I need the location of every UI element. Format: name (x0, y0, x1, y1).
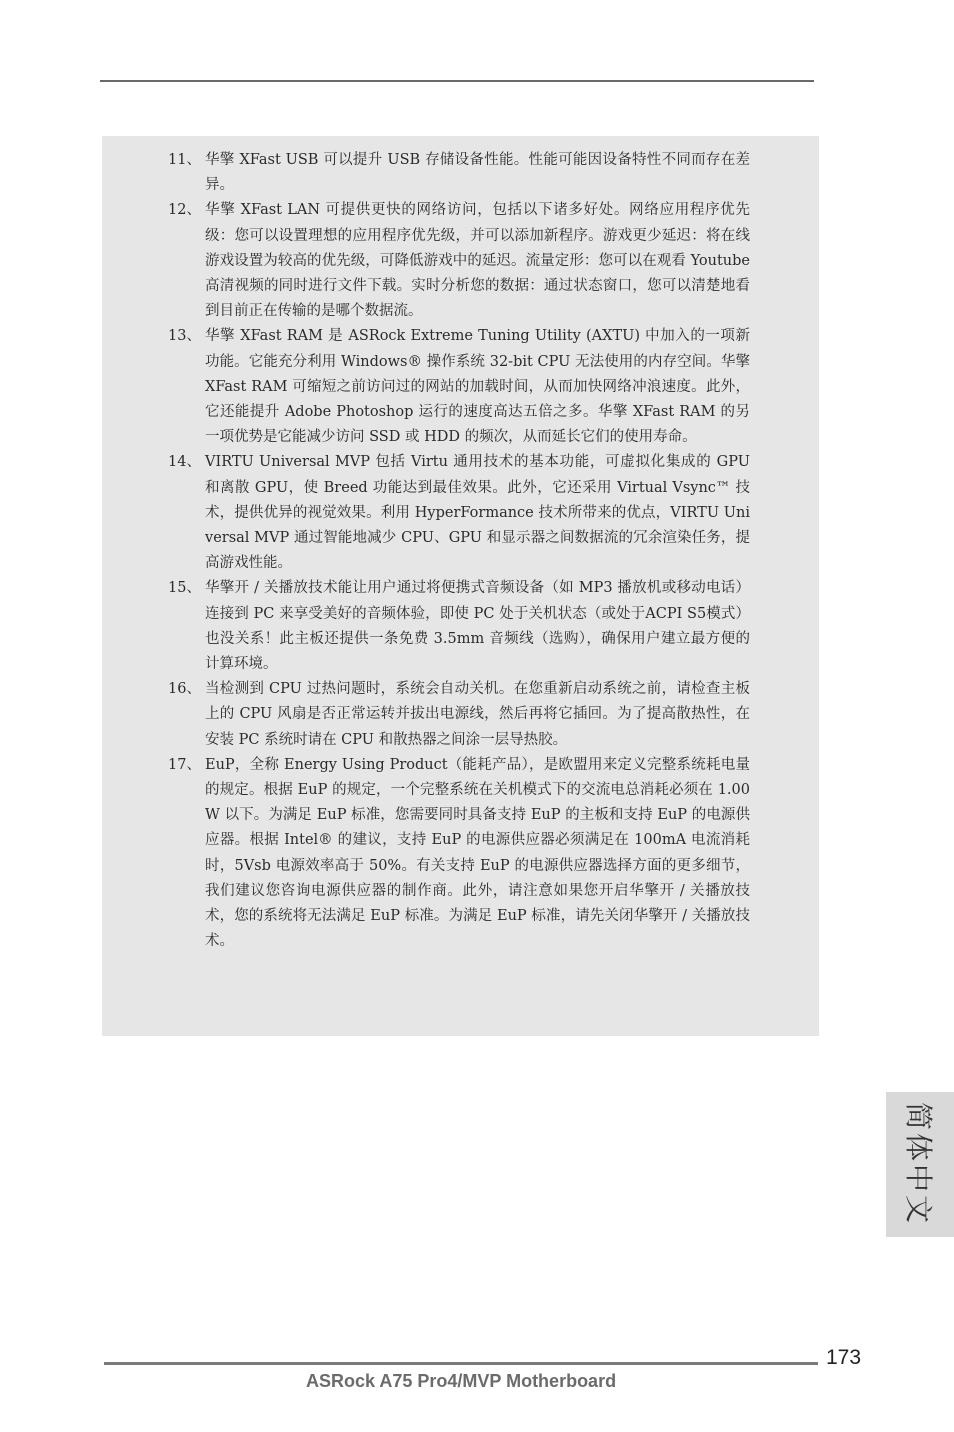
item-number: 15、 (168, 580, 201, 597)
item-text: 华擎开 / 关播放技术能让用户通过将便携式音频设备（如 MP3 播放机或移动电话）连接到 PC 来享受美好的音频体验，即使 PC 处于关机状态（或处于ACPI S5模式）也没关系！此主板还提供一条免费 3.5mm 音频线（选购），确保用户建立最方便的计算环境。 (205, 580, 750, 673)
list-item (168, 324, 750, 450)
top-divider (100, 80, 814, 82)
item-number: 16、 (168, 681, 201, 698)
item-number: 14、 (168, 454, 201, 471)
item-number: 13、 (168, 328, 201, 345)
item-number: 17、 (168, 756, 201, 773)
footer-divider (104, 1362, 818, 1365)
item-text: EuP，全称 Energy Using Product（能耗产品），是欧盟用来定义完整系统耗电量的规定。根据 EuP 的规定，一个完整系统在关机模式下的交流电总消耗必须在 1.00W 以下。为满足 EuP 标准，您需要同时具备支持 EuP 的主板和支持 EuP 的电源供应器。根据 Intel® 的建议，支持 EuP 的电源供应器必须满足在 100mA 电流消耗时，5Vsb 电源效率高于 50%。有关支持 EuP 的电源供应器选择方面的更多细节，我们建议您咨询电源供应器的制作商。此外，请注意如果您开启华擎开 / 关播放技术，您的系统将无法满足 EuP 标准。为满足 EuP 标准，请先关闭华擎开 / 关播放技术。 (205, 756, 750, 950)
list-item (168, 450, 750, 576)
item-text: 华擎 XFast LAN 可提供更快的网络访问，包括以下诸多好处。网络应用程序优先级：您可以设置理想的应用程序优先级，并可以添加新程序。游戏更少延迟：将在线游戏设置为较高的优先级，可降低游戏中的延迟。流量定形：您可以在观看 Youtube 高清视频的同时进行文件下载。实时分析您的数据：通过状态窗口，您可以清楚地看到目前正在传输的是哪个数据流。 (205, 202, 750, 320)
notes-list (168, 148, 750, 955)
item-text: VIRTU Universal MVP 包括 Virtu 通用技术的基本功能，可虚拟化集成的 GPU 和离散 GPU，使 Breed 功能达到最佳效果。此外，它还采用 Virtual Vsync™ 技术，提供优异的视觉效果。利用 HyperFormance 技术所带来的优点，VIRTU Universal MVP 通过智能地减少 CPU、GPU 和显示器之间数据流的冗余渲染任务，提高游戏性能。 (205, 454, 750, 572)
notes-panel (102, 136, 819, 1036)
item-text: 华擎 XFast USB 可以提升 USB 存储设备性能。性能可能因设备特性不同而存在差异。 (205, 152, 750, 194)
item-text: 华擎 XFast RAM 是 ASRock Extreme Tuning Utility (AXTU) 中加入的一项新功能。它能充分利用 Windows® 操作系统 32-bit CPU 无法使用的内存空间。华擎 XFast RAM 可缩短之前访问过的网站的加载时间，从而加快网络冲浪速度。此外，它还能提升 Adobe Photoshop 运行的速度高达五倍之多。华擎 XFast RAM 的另一项优势是它能减少访问 SSD 或 HDD 的频次，从而延长它们的使用寿命。 (205, 328, 750, 446)
list-item (168, 576, 750, 677)
list-item (168, 148, 750, 198)
item-text: 当检测到 CPU 过热问题时，系统会自动关机。在您重新启动系统之前，请检查主板上的 CPU 风扇是否正常运转并拔出电源线，然后再将它插回。为了提高散热性，在安装 PC 系统时请在 CPU 和散热器之间涂一层导热胶。 (205, 681, 750, 748)
list-item (168, 198, 750, 324)
footer-title: ASRock A75 Pro4/MVP Motherboard (306, 1371, 617, 1391)
language-label: 简体中文 (902, 1102, 935, 1227)
list-item (168, 677, 750, 753)
page-number: 173 (826, 1346, 862, 1369)
item-number: 12、 (168, 202, 201, 219)
list-item (168, 753, 750, 955)
item-number: 11、 (168, 152, 201, 168)
language-tab (886, 1092, 954, 1237)
